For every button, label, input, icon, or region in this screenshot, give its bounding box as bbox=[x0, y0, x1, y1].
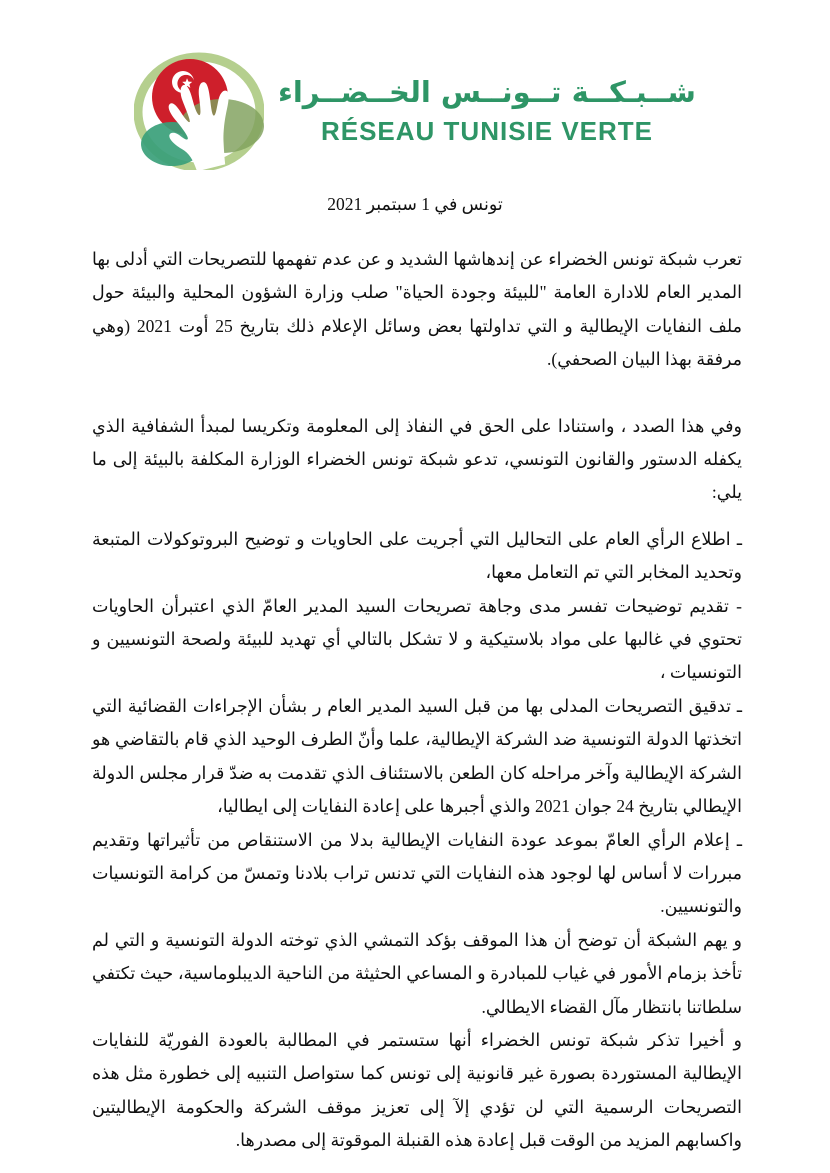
bullet-clarifications: - تقديم توضيحات تفسر مدى وجاهة تصريحات السيد المدير العامّ الذي اعتبرأن الحاويات تحتوي في غالبها على مواد بلاستيكية و لا تشكل بالتالي أي تهديد للبيئة ولصحة التونسيين و التونسيات ، bbox=[92, 595, 742, 683]
bullet-return-date: ـ إعلام الرأي العامّ بموعد عودة النفايات الإيطالية بدلا من الاستنقاص من تأثيراتها وتقديم مبررات لا أساس لها لوجود هذه النفايات التي تدنس تراب بلادنا وتمسّ من كرامة التونسيات والتونسيين. bbox=[92, 829, 742, 917]
press-release-body bbox=[0, 243, 830, 1158]
date-line: تونس في 1 سبتمبر 2021 bbox=[327, 194, 503, 214]
paragraph-context: وفي هذا الصدد ، واستنادا على الحق في النفاذ إلى المعلومة وتكريسا لمبدأ الشفافية الذي يكفله الدستور والقانون التونسي، تدعو شبكة تونس الخضراء الوزارة المكلفة بالبيئة إلى ما يلي: bbox=[92, 415, 742, 503]
paragraph-closing: و أخيرا تذكر شبكة تونس الخضراء أنها ستستمر في المطالبة بالعودة الفوريّة للنفايات الإيطالية المستوردة بصورة غير قانونية إلى تونس كما ستواصل التنبيه إلى خطورة مثل هذه التصريحات الرسمية التي لن تؤدي إلآ إلى تعزيز موقف الشركة والحكومة الإيطاليتين واكسابهم المزيد من الوقت قبل إعادة هذه القنبلة الموقوتة إلى مصدرها. bbox=[92, 1029, 742, 1151]
logo-arabic-title: شــبـكــة تــونــس الخــضــراء bbox=[278, 75, 696, 110]
bullet-legal-proceedings: ـ تدقيق التصريحات المدلى بها من قبل السيد المدير العام ر بشأن الإجراءات القضائية التي اتخذتها الدولة التونسية ضد الشركة الإيطالية، علما وأنّ الطرف الوحيد الذي قام بالتقاضي هو الشركة الإيطالية وآخر مراحله كان الطعن بالاستئناف الذي تقدمت به ضدّ قرار مجلس الدولة الإيطالي بتاريخ 24 جوان 2021 والذي أجبرها على إعادة النفايات إلى ايطاليا، bbox=[92, 695, 742, 817]
logo-wordmark bbox=[278, 75, 696, 147]
paragraph-intro: تعرب شبكة تونس الخضراء عن إندهاشها الشديد و عن عدم تفهمها للتصريحات التي أدلى بها المدير العام للادارة العامة "للبيئة وجودة الحياة" صلب وزارة الشؤون المحلية والبيئة حول ملف النفايات الإيطالية و التي تداولتها بعض وسائل الإعلام ذلك بتاريخ 25 أوت 2021 (وهي مرفقة بهذا البيان الصحفي). bbox=[92, 249, 743, 370]
ngo-logo-icon bbox=[134, 52, 264, 170]
header-logo-block bbox=[0, 0, 830, 170]
tunisia-hand-leaves-icon bbox=[134, 52, 264, 170]
bullet-analyses: ـ اطلاع الرأي العام على التحاليل التي أجريت على الحاويات و توضيح البروتوكولات المتبعة وتحديد المخابر التي تم التعامل معها، bbox=[92, 528, 742, 583]
paragraph-position: و يهم الشبكة أن توضح أن هذا الموقف بؤكد التمشي الذي توخته الدولة التونسية و التي لم تأخذ بزمام الأمور في غياب للمبادرة و المساعي الحثيثة من الناحية الديبلوماسية، حيث تكتفي سلطاتنا بانتظار مآل القضاء الايطالي. bbox=[92, 929, 742, 1017]
logo-french-title: RÉSEAU TUNISIE VERTE bbox=[320, 115, 654, 146]
